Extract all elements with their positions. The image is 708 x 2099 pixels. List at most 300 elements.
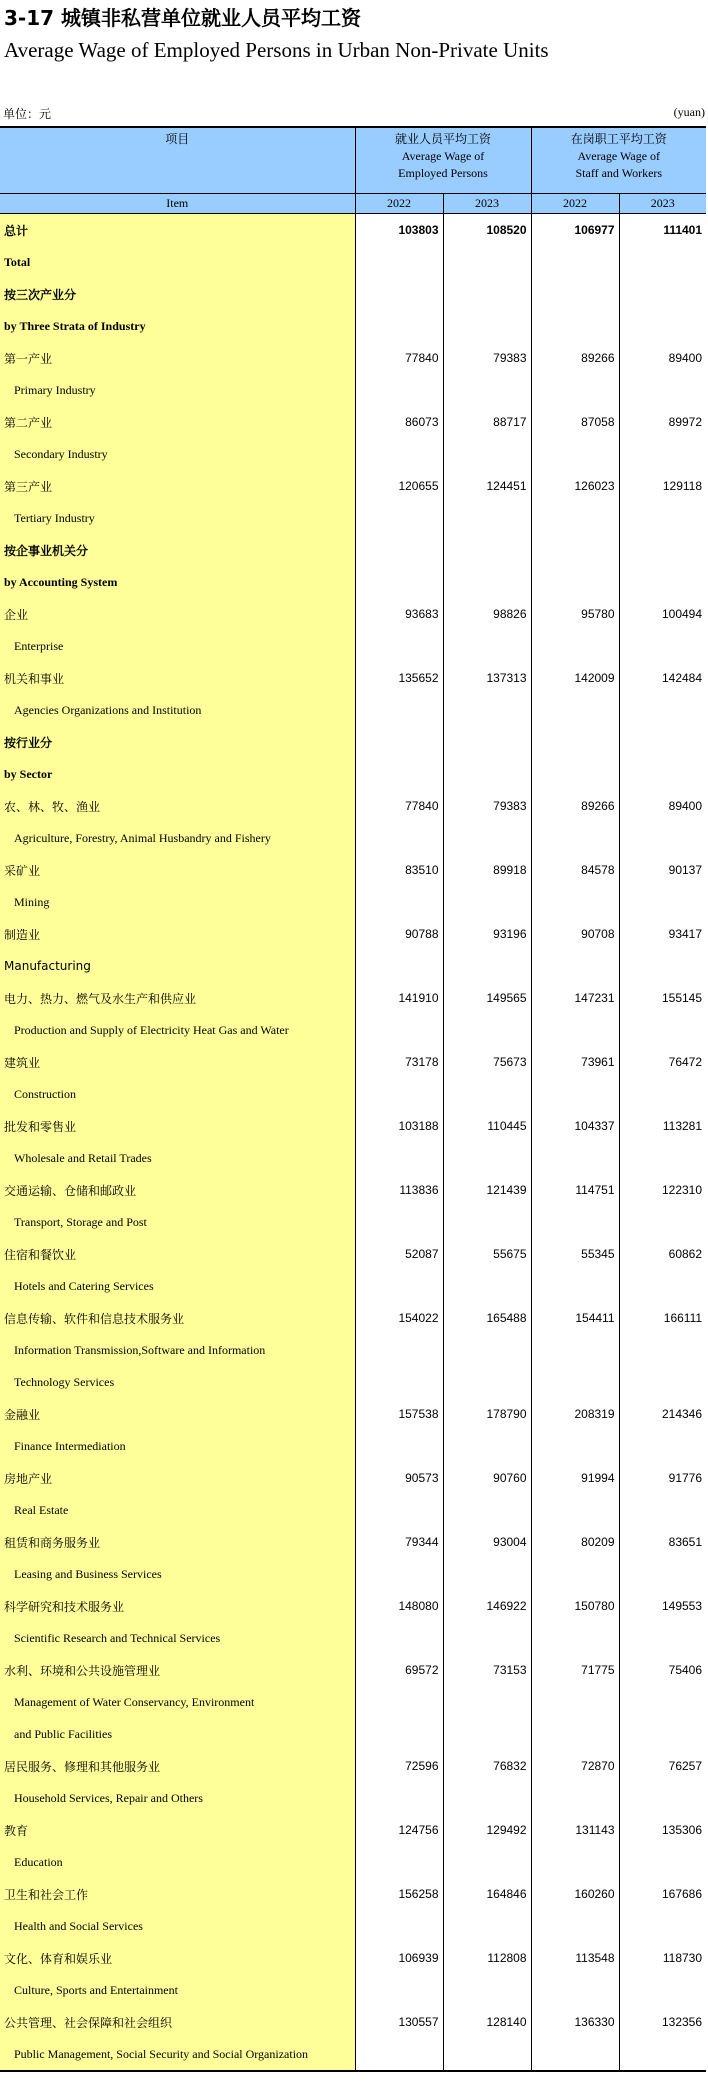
row-value (355, 758, 443, 790)
row-value (531, 502, 619, 534)
row-value (443, 1622, 531, 1654)
row-value (443, 438, 531, 470)
table-row (0, 1174, 706, 1206)
header-group1-cn: 就业人员平均工资 (395, 132, 492, 146)
header-group-staff (531, 127, 706, 194)
header-year: 2022 (531, 194, 619, 214)
table-row (0, 374, 706, 406)
row-label: 第三产业 (0, 470, 355, 502)
row-value: 90573 (355, 1462, 443, 1494)
wage-table (0, 126, 706, 2072)
row-value: 89266 (531, 790, 619, 822)
row-value: 113548 (531, 1942, 619, 1974)
row-value: 160260 (531, 1878, 619, 1910)
row-value (443, 758, 531, 790)
row-label: Primary Industry (0, 374, 355, 406)
row-value (531, 630, 619, 662)
row-value: 208319 (531, 1398, 619, 1430)
row-value: 84578 (531, 854, 619, 886)
row-value (619, 566, 706, 598)
row-value: 146922 (443, 1590, 531, 1622)
table-row (0, 278, 706, 310)
row-label: 电力、热力、燃气及水生产和供应业 (0, 982, 355, 1014)
row-label: Agriculture, Forestry, Animal Husbandry and Fishery (0, 822, 355, 854)
row-value: 106939 (355, 1942, 443, 1974)
row-value (355, 1206, 443, 1238)
table-title-cn: 3-17 城镇非私营单位就业人员平均工资 (4, 6, 362, 30)
row-value: 135652 (355, 662, 443, 694)
row-value (531, 566, 619, 598)
row-value: 106977 (531, 214, 619, 247)
row-value (619, 1430, 706, 1462)
row-value: 77840 (355, 342, 443, 374)
row-value (619, 1622, 706, 1654)
row-label: 居民服务、修理和其他服务业 (0, 1750, 355, 1782)
table-row (0, 854, 706, 886)
row-value: 130557 (355, 2006, 443, 2038)
row-value (355, 1974, 443, 2006)
row-value (619, 630, 706, 662)
row-value: 167686 (619, 1878, 706, 1910)
row-label: Transport, Storage and Post (0, 1206, 355, 1238)
row-value: 93417 (619, 918, 706, 950)
row-value (355, 534, 443, 566)
row-label: 建筑业 (0, 1046, 355, 1078)
row-label: 制造业 (0, 918, 355, 950)
row-value: 136330 (531, 2006, 619, 2038)
table-row (0, 1366, 706, 1398)
row-value (619, 1142, 706, 1174)
table-row (0, 1046, 706, 1078)
row-label: 住宿和餐饮业 (0, 1238, 355, 1270)
row-value: 88717 (443, 406, 531, 438)
table-row (0, 1110, 706, 1142)
row-value (443, 1558, 531, 1590)
table-row (0, 694, 706, 726)
row-value: 76257 (619, 1750, 706, 1782)
row-value: 52087 (355, 1238, 443, 1270)
row-value (619, 1718, 706, 1750)
row-value (355, 1494, 443, 1526)
row-value (443, 246, 531, 278)
row-value: 90788 (355, 918, 443, 950)
row-label: Total (0, 246, 355, 278)
row-value (443, 502, 531, 534)
row-value (443, 374, 531, 406)
table-row (0, 598, 706, 630)
row-value: 71775 (531, 1654, 619, 1686)
row-label: Secondary Industry (0, 438, 355, 470)
row-value: 132356 (619, 2006, 706, 2038)
row-value (531, 1686, 619, 1718)
row-value (443, 278, 531, 310)
row-value: 72870 (531, 1750, 619, 1782)
row-label: 按三次产业分 (0, 278, 355, 310)
row-value: 120655 (355, 470, 443, 502)
row-value (355, 278, 443, 310)
row-value (443, 1206, 531, 1238)
row-value (355, 694, 443, 726)
row-label: 批发和零售业 (0, 1110, 355, 1142)
row-value (355, 2038, 443, 2071)
row-value: 87058 (531, 406, 619, 438)
row-label: 租赁和商务服务业 (0, 1526, 355, 1558)
row-label: Culture, Sports and Entertainment (0, 1974, 355, 2006)
row-label: Construction (0, 1078, 355, 1110)
table-row (0, 1302, 706, 1334)
row-value (355, 246, 443, 278)
row-value: 90760 (443, 1462, 531, 1494)
row-value (619, 1078, 706, 1110)
row-value (355, 886, 443, 918)
row-value (619, 1366, 706, 1398)
row-value (619, 886, 706, 918)
row-label: 按企事业机关分 (0, 534, 355, 566)
row-value: 121439 (443, 1174, 531, 1206)
row-value (443, 566, 531, 598)
table-row (0, 1654, 706, 1686)
row-value (443, 2038, 531, 2071)
row-value (355, 822, 443, 854)
row-value: 75406 (619, 1654, 706, 1686)
header-year: 2023 (443, 194, 531, 214)
row-label: Hotels and Catering Services (0, 1270, 355, 1302)
row-value (531, 246, 619, 278)
row-value: 89918 (443, 854, 531, 886)
row-value: 83510 (355, 854, 443, 886)
table-row (0, 1078, 706, 1110)
row-value: 135306 (619, 1814, 706, 1846)
row-value: 178790 (443, 1398, 531, 1430)
row-value: 149565 (443, 982, 531, 1014)
header-item-en: Item (0, 194, 355, 214)
row-value (443, 1846, 531, 1878)
row-value: 73178 (355, 1046, 443, 1078)
row-value (443, 950, 531, 982)
row-value (619, 534, 706, 566)
table-row (0, 950, 706, 982)
header-group-employed (355, 127, 531, 194)
row-value (619, 1974, 706, 2006)
table-header (0, 127, 706, 214)
row-value (531, 1206, 619, 1238)
row-label: 金融业 (0, 1398, 355, 1430)
row-value: 103803 (355, 214, 443, 247)
row-value: 89400 (619, 342, 706, 374)
row-value (619, 1782, 706, 1814)
row-value: 122310 (619, 1174, 706, 1206)
table-row (0, 1398, 706, 1430)
row-label: Tertiary Industry (0, 502, 355, 534)
row-value (443, 1782, 531, 1814)
row-value (619, 1846, 706, 1878)
row-label: Leasing and Business Services (0, 1558, 355, 1590)
row-label: 教育 (0, 1814, 355, 1846)
row-label: by Three Strata of Industry (0, 310, 355, 342)
row-value (619, 246, 706, 278)
row-value: 76832 (443, 1750, 531, 1782)
row-value (531, 1142, 619, 1174)
row-value (619, 726, 706, 758)
table-row (0, 566, 706, 598)
row-label: Finance Intermediation (0, 1430, 355, 1462)
table-row (0, 1270, 706, 1302)
row-value (355, 726, 443, 758)
row-value: 91776 (619, 1462, 706, 1494)
row-label: Public Management, Social Security and Social Organization (0, 2038, 355, 2071)
row-label: Mining (0, 886, 355, 918)
row-value: 113836 (355, 1174, 443, 1206)
row-value (443, 1686, 531, 1718)
row-value (531, 1910, 619, 1942)
row-value: 124756 (355, 1814, 443, 1846)
row-value (355, 1558, 443, 1590)
table-title-en: Average Wage of Employed Persons in Urban Non-Private Units (4, 38, 549, 62)
row-label: Household Services, Repair and Others (0, 1782, 355, 1814)
row-value (531, 758, 619, 790)
row-label: Manufacturing (0, 950, 355, 982)
table-row (0, 1718, 706, 1750)
row-value: 73153 (443, 1654, 531, 1686)
row-value: 60862 (619, 1238, 706, 1270)
row-label: 信息传输、软件和信息技术服务业 (0, 1302, 355, 1334)
row-value: 55345 (531, 1238, 619, 1270)
table-row (0, 1686, 706, 1718)
table-row (0, 2006, 706, 2038)
row-value: 89400 (619, 790, 706, 822)
row-value (531, 1846, 619, 1878)
row-value: 79383 (443, 790, 531, 822)
row-label: 采矿业 (0, 854, 355, 886)
row-label: and Public Facilities (0, 1718, 355, 1750)
row-value (531, 1782, 619, 1814)
row-value (619, 1206, 706, 1238)
row-value: 90708 (531, 918, 619, 950)
table-row (0, 662, 706, 694)
row-label: 文化、体育和娱乐业 (0, 1942, 355, 1974)
table-row (0, 758, 706, 790)
row-label: 水利、环境和公共设施管理业 (0, 1654, 355, 1686)
table-row (0, 1590, 706, 1622)
row-value (443, 822, 531, 854)
row-label: Production and Supply of Electricity Heat Gas and Water (0, 1014, 355, 1046)
row-value (355, 310, 443, 342)
table-row (0, 886, 706, 918)
row-label: 企业 (0, 598, 355, 630)
row-value: 75673 (443, 1046, 531, 1078)
row-value: 76472 (619, 1046, 706, 1078)
row-value (619, 502, 706, 534)
unit-label-en: (yuan) (673, 105, 705, 119)
row-label: Enterprise (0, 630, 355, 662)
table-row (0, 1846, 706, 1878)
row-label: 交通运输、仓储和邮政业 (0, 1174, 355, 1206)
row-value (443, 1078, 531, 1110)
table-row (0, 918, 706, 950)
row-value (531, 2038, 619, 2071)
row-value (531, 374, 619, 406)
row-label: Management of Water Conservancy, Environment (0, 1686, 355, 1718)
row-value (443, 726, 531, 758)
row-label: 第一产业 (0, 342, 355, 374)
row-value (531, 1078, 619, 1110)
row-value (355, 1430, 443, 1462)
row-value: 90137 (619, 854, 706, 886)
row-value (619, 1686, 706, 1718)
row-value (355, 1846, 443, 1878)
row-label: Wholesale and Retail Trades (0, 1142, 355, 1174)
table-row (0, 438, 706, 470)
row-value: 131143 (531, 1814, 619, 1846)
row-label: Real Estate (0, 1494, 355, 1526)
table-row (0, 1814, 706, 1846)
row-value (443, 1430, 531, 1462)
row-value: 108520 (443, 214, 531, 247)
header-year: 2022 (355, 194, 443, 214)
table-row (0, 1526, 706, 1558)
row-value (531, 1494, 619, 1526)
row-value: 100494 (619, 598, 706, 630)
row-value (443, 694, 531, 726)
row-value (355, 1366, 443, 1398)
table-row (0, 246, 706, 278)
header-group1-en-line2: Employed Persons (398, 166, 488, 180)
row-value (443, 1366, 531, 1398)
row-label: 总计 (0, 214, 355, 247)
row-value: 93004 (443, 1526, 531, 1558)
row-value: 114751 (531, 1174, 619, 1206)
row-value (531, 726, 619, 758)
row-label: 第二产业 (0, 406, 355, 438)
row-value (443, 310, 531, 342)
table-body (0, 214, 706, 2072)
row-value (355, 1334, 443, 1366)
row-value (531, 694, 619, 726)
row-label: Education (0, 1846, 355, 1878)
row-value (443, 1014, 531, 1046)
row-value: 156258 (355, 1878, 443, 1910)
row-value (619, 2038, 706, 2071)
row-label: 农、林、牧、渔业 (0, 790, 355, 822)
row-label: Scientific Research and Technical Services (0, 1622, 355, 1654)
table-row (0, 1942, 706, 1974)
row-value (443, 886, 531, 918)
row-value: 110445 (443, 1110, 531, 1142)
row-value (355, 1078, 443, 1110)
row-label: Agencies Organizations and Institution (0, 694, 355, 726)
row-label: by Accounting System (0, 566, 355, 598)
row-value: 113281 (619, 1110, 706, 1142)
row-value (619, 950, 706, 982)
row-value: 141910 (355, 982, 443, 1014)
row-value: 77840 (355, 790, 443, 822)
row-value (619, 1910, 706, 1942)
row-value: 149553 (619, 1590, 706, 1622)
row-value (619, 278, 706, 310)
unit-label-cn: 单位：元 (3, 107, 52, 121)
table-row (0, 502, 706, 534)
row-value: 79383 (443, 342, 531, 374)
row-value (619, 310, 706, 342)
row-value (443, 1270, 531, 1302)
row-value (355, 1910, 443, 1942)
row-value (619, 374, 706, 406)
row-value (443, 1494, 531, 1526)
row-value: 111401 (619, 214, 706, 247)
row-value (355, 1014, 443, 1046)
row-value: 89972 (619, 406, 706, 438)
table-row (0, 2038, 706, 2071)
row-value: 164846 (443, 1878, 531, 1910)
table-row (0, 1974, 706, 2006)
row-value: 157538 (355, 1398, 443, 1430)
row-value (355, 1782, 443, 1814)
header-group2-cn: 在岗职工平均工资 (570, 132, 667, 146)
row-value: 148080 (355, 1590, 443, 1622)
row-value (531, 1270, 619, 1302)
row-value: 112808 (443, 1942, 531, 1974)
row-label: Technology Services (0, 1366, 355, 1398)
row-value (531, 534, 619, 566)
row-value: 137313 (443, 662, 531, 694)
row-value (355, 438, 443, 470)
table-row (0, 1622, 706, 1654)
header-group2-en-line2: Staff and Workers (575, 166, 663, 180)
row-value: 89266 (531, 342, 619, 374)
row-value (619, 1270, 706, 1302)
row-value (531, 1622, 619, 1654)
row-value: 79344 (355, 1526, 443, 1558)
row-value (531, 278, 619, 310)
table-row (0, 1910, 706, 1942)
row-value: 166111 (619, 1302, 706, 1334)
row-value (355, 374, 443, 406)
row-value (443, 534, 531, 566)
row-label: 机关和事业 (0, 662, 355, 694)
row-value: 103188 (355, 1110, 443, 1142)
row-value (443, 1974, 531, 2006)
row-value (531, 1014, 619, 1046)
row-value (443, 1910, 531, 1942)
wage-table-container (0, 126, 706, 2072)
header-group2-en-line1: Average Wage of (577, 149, 661, 163)
table-row (0, 1014, 706, 1046)
row-value (619, 822, 706, 854)
row-value (355, 1142, 443, 1174)
row-label: Health and Social Services (0, 1910, 355, 1942)
row-label: 卫生和社会工作 (0, 1878, 355, 1910)
row-value: 124451 (443, 470, 531, 502)
row-value (355, 630, 443, 662)
row-value: 150780 (531, 1590, 619, 1622)
table-row (0, 1142, 706, 1174)
table-row (0, 534, 706, 566)
row-value: 98826 (443, 598, 531, 630)
row-value: 165488 (443, 1302, 531, 1334)
header-item-cn: 项目 (0, 127, 355, 194)
row-value (619, 1334, 706, 1366)
table-row (0, 1334, 706, 1366)
table-row (0, 790, 706, 822)
row-value: 142009 (531, 662, 619, 694)
row-value: 155145 (619, 982, 706, 1014)
row-value: 69572 (355, 1654, 443, 1686)
row-value (619, 438, 706, 470)
row-value: 214346 (619, 1398, 706, 1430)
row-value: 83651 (619, 1526, 706, 1558)
row-value (619, 1494, 706, 1526)
row-value (531, 950, 619, 982)
